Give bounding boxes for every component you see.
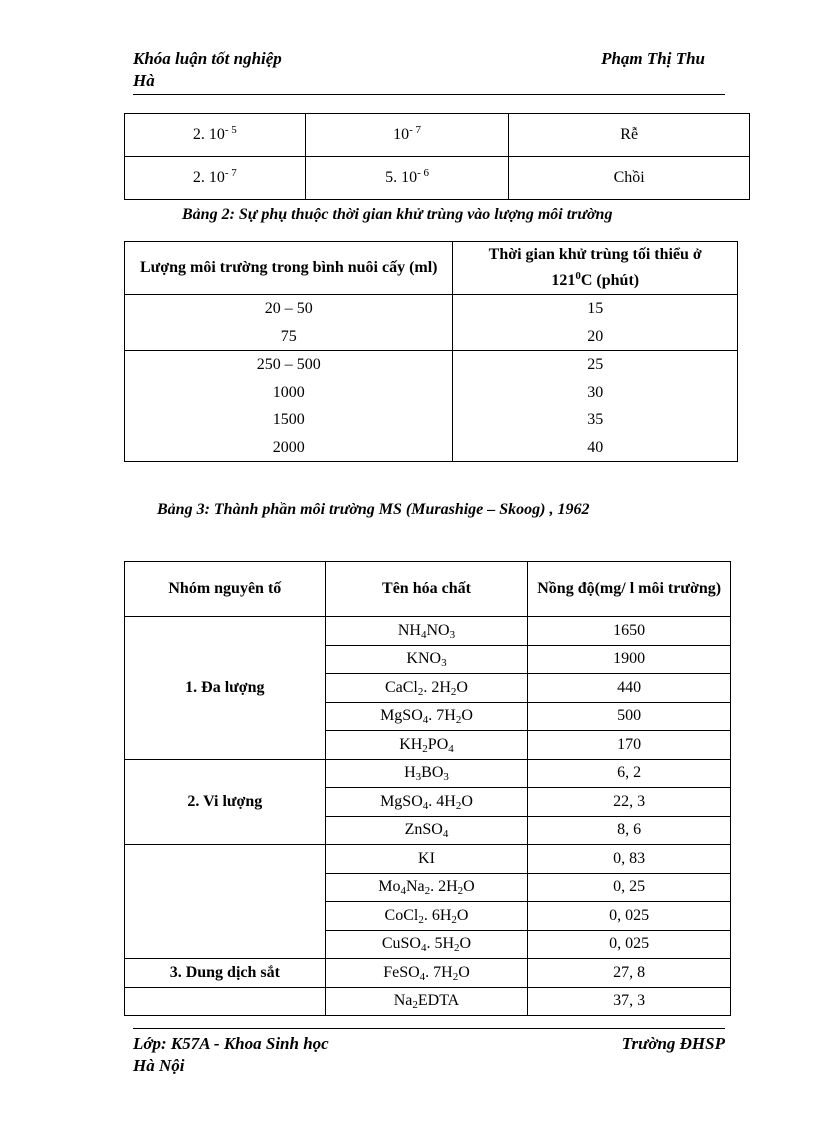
group-micro: 2. Vi lượng — [125, 759, 326, 845]
table-row — [125, 295, 738, 323]
conc-cell: 22, 3 — [528, 788, 731, 817]
table-3-caption: Bảng 3: Thành phần môi trường MS (Murashige – Skoog) , 1962 — [157, 501, 590, 518]
chemical-cell: MgSO$_4$. $7H_2O$ — [325, 702, 528, 731]
header-thesis-title-cont: Hà — [133, 71, 155, 90]
table-cell: 1000 — [125, 379, 453, 407]
table-row — [125, 351, 738, 379]
conc-cell: 0, 025 — [528, 930, 731, 959]
conc-cell: 6, 2 — [528, 759, 731, 788]
chemical-cell: MgSO$_4$. $4H_2O$ — [325, 788, 528, 817]
conc-cell: 440 — [528, 674, 731, 703]
table-cell: $10^{- 7}$ — [305, 114, 509, 157]
header-left — [133, 48, 282, 92]
conc-cell: 1650 — [528, 617, 731, 646]
col-header-group: Nhóm nguyên tố — [125, 562, 326, 617]
chemical-cell: FeSO$_4$. $7H_2O$ — [325, 959, 528, 988]
table-row — [125, 617, 731, 646]
table-cell: Chồi — [509, 157, 750, 200]
conc-cell: 8, 6 — [528, 816, 731, 845]
table-row — [125, 379, 738, 407]
table-row — [125, 959, 731, 988]
group-iron: 3. Dung dịch sắt — [125, 959, 326, 988]
chemical-cell: $Mo_4Na_2$. $2H_2O$ — [325, 873, 528, 902]
chemical-cell: $NH_4NO_3$ — [325, 617, 528, 646]
table-cell: 20 — [453, 323, 738, 351]
table-row — [125, 759, 731, 788]
chemical-cell: KI — [325, 845, 528, 874]
table-header-row — [125, 242, 738, 295]
chemical-cell: CaCl$_2$. $2H_2O$ — [325, 674, 528, 703]
col-header-chemical: Tên hóa chất — [325, 562, 528, 617]
table-row — [125, 845, 731, 874]
table-row — [125, 987, 731, 1016]
table-cell: 20 – 50 — [125, 295, 453, 323]
table-cell: 75 — [125, 323, 453, 351]
table-cell: 2. $10^{- 5}$ — [125, 114, 306, 157]
table-header-row — [125, 562, 731, 617]
chemical-cell: $Na_2EDTA$ — [325, 987, 528, 1016]
col-header-concentration: Nồng độ(mg/ l môi trường) — [528, 562, 731, 617]
table-2 — [124, 241, 738, 462]
table-cell: 15 — [453, 295, 738, 323]
col-header-volume: Lượng môi trường trong bình nuôi cấy (ml) — [125, 242, 453, 295]
conc-cell: 0, 83 — [528, 845, 731, 874]
conc-cell: 0, 025 — [528, 902, 731, 931]
table-1-continued — [124, 113, 750, 200]
chemical-cell: CuSO$_4$. $5H_2O$ — [325, 930, 528, 959]
chemical-cell: CoCl$_2$. $6H_2O$ — [325, 902, 528, 931]
table-cell: 40 — [453, 434, 738, 462]
conc-cell: 37, 3 — [528, 987, 731, 1016]
table-cell: 250 – 500 — [125, 351, 453, 379]
header-author: Phạm Thị Thu — [601, 49, 705, 68]
table-2-caption: Bảng 2: Sự phụ thuộc thời gian khử trùng vào lượng môi trường — [182, 206, 613, 223]
conc-cell: 500 — [528, 702, 731, 731]
table-cell: 35 — [453, 406, 738, 434]
conc-cell: 1900 — [528, 645, 731, 674]
group-iron-blank — [125, 845, 326, 959]
page-header — [133, 48, 725, 95]
table-row — [125, 406, 738, 434]
table-cell: 2. $10^{- 7}$ — [125, 157, 306, 200]
group-iron-cont — [125, 987, 326, 1016]
table-cell: 25 — [453, 351, 738, 379]
col-header-time: Thời gian khử trùng tối thiểu ở $121^0C$ (phút) — [453, 242, 738, 295]
table-row — [125, 114, 750, 157]
group-macro: 1. Đa lượng — [125, 617, 326, 760]
footer-class-cont: Hà Nội — [133, 1056, 185, 1075]
footer-class: Lớp: K57A - Khoa Sinh học — [133, 1034, 329, 1053]
table-cell: 2000 — [125, 434, 453, 462]
chemical-cell: ZnSO$_4$ — [325, 816, 528, 845]
table-cell: 5. $10^{- 6}$ — [305, 157, 509, 200]
table-row — [125, 323, 738, 351]
conc-cell: 27, 8 — [528, 959, 731, 988]
table-cell: Rễ — [509, 114, 750, 157]
table-row — [125, 434, 738, 462]
table-3 — [124, 561, 731, 1016]
conc-cell: 170 — [528, 731, 731, 760]
conc-cell: 0, 25 — [528, 873, 731, 902]
chemical-cell: $KNO_3$ — [325, 645, 528, 674]
chemical-cell: $H_3BO_3$ — [325, 759, 528, 788]
footer-left — [133, 1033, 329, 1077]
page-footer — [133, 1028, 725, 1075]
header-thesis-title: Khóa luận tốt nghiệp — [133, 49, 282, 68]
chemical-cell: $KH_2PO_4$ — [325, 731, 528, 760]
table-row — [125, 157, 750, 200]
table-cell: 30 — [453, 379, 738, 407]
footer-school: Trường ĐHSP — [621, 1034, 725, 1053]
table-cell: 1500 — [125, 406, 453, 434]
